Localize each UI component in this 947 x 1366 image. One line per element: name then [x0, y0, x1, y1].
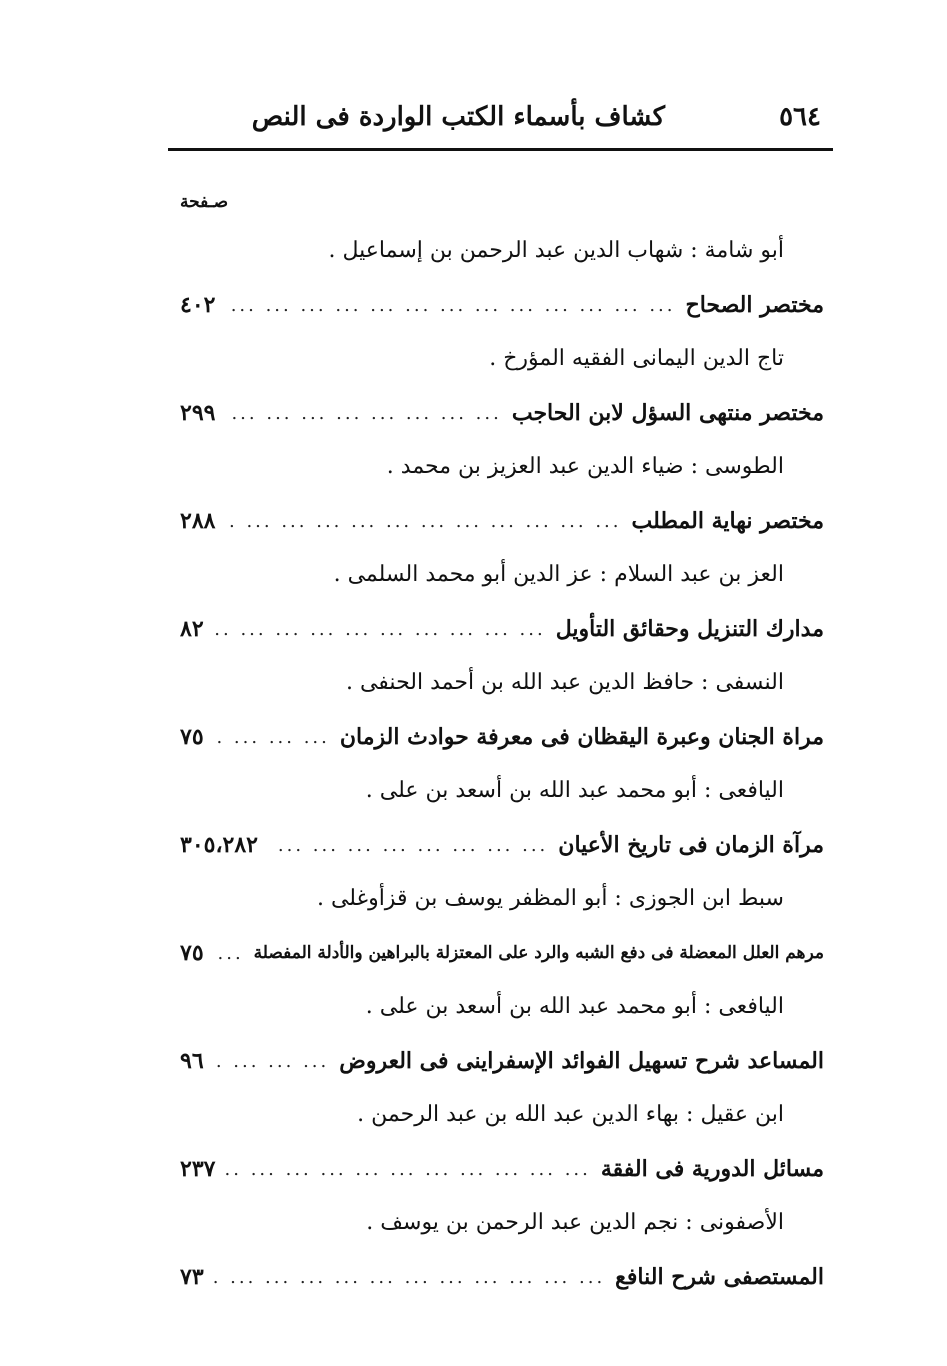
page-column-label: صـفحة: [180, 192, 229, 212]
index-entry: [180, 334, 824, 442]
index-entry: [180, 982, 824, 1090]
entry-author: ابن عقيل : بهاء الدين عبد الله بن عبد الرحمن .: [357, 1102, 784, 1127]
entry-author: اليافعى : أبو محمد عبد الله بن أسعد بن على .: [365, 994, 784, 1019]
page-number: ٥٦٤: [779, 102, 821, 132]
running-title: كشاف بأسماء الكتب الواردة فى النص: [251, 102, 665, 132]
dot-leader: [268, 835, 548, 856]
entry-page-ref: ٢٨٨: [180, 508, 216, 534]
entry-book-title: مرهم العلل المعضلة فى دفع الشبه والرد على المعتزلة بالبراهين والأدلة المفصلة: [253, 943, 824, 963]
entry-book-title: مختصر الصحاح: [685, 292, 824, 318]
entry-book-title: مراة الجنان وعبرة اليقظان فى معرفة حوادث الزمان: [339, 724, 824, 750]
entry-page-ref: ٢٣٧: [180, 1156, 216, 1182]
entry-page-ref: ٩٦: [180, 1048, 204, 1074]
entry-page-ref: ٧٥: [180, 724, 204, 750]
dot-leader: [214, 1051, 330, 1072]
header-rule: [168, 148, 833, 151]
index-entry: [180, 550, 824, 658]
entry-author: أبو شامة : شهاب الدين عبد الرحمن بن إسماعيل .: [328, 238, 784, 263]
entry-title-line: [180, 1032, 824, 1090]
index-entry: [180, 1090, 824, 1198]
dot-leader: [225, 403, 501, 424]
entry-book-title: مختصر نهاية المطلب: [631, 508, 824, 534]
dot-leader: [225, 1159, 590, 1180]
entry-book-title: مدارك التنزيل وحقائق التأويل: [555, 616, 824, 642]
entry-title-line: [180, 600, 824, 658]
entry-title-line: [180, 816, 824, 874]
entry-page-ref: ٨٢: [180, 616, 204, 642]
dot-leader: [214, 943, 244, 964]
entry-title-line: [180, 708, 824, 766]
entry-book-title: مختصر منتهى السؤل لابن الحاجب: [511, 400, 824, 426]
page-header: [168, 98, 833, 142]
entry-author: النسفى : حافظ الدين عبد الله بن أحمد الحنفى .: [345, 670, 784, 695]
entry-title-line: [180, 1140, 824, 1198]
entry-page-ref: ٧٥: [180, 940, 204, 966]
dot-leader: [214, 1267, 606, 1288]
index-entry: [180, 766, 824, 874]
index-entry: [180, 658, 824, 766]
entry-page-ref: ٢٩٩: [180, 400, 216, 426]
entry-book-title: مسائل الدورية فى الفقة: [600, 1156, 824, 1182]
entry-author: سبط ابن الجوزى : أبو المظفر يوسف بن قزأوغلى .: [316, 886, 784, 911]
entry-page-ref: ٤٠٢: [180, 292, 216, 318]
entry-title-line: [180, 384, 824, 442]
dot-leader: [214, 727, 330, 748]
entry-page-ref: ٧٣: [180, 1264, 204, 1290]
dot-leader: [214, 619, 546, 640]
entry-title-line: [180, 1248, 824, 1306]
entry-title-line: [180, 492, 824, 550]
entry-author: الطوسى : ضياء الدين عبد العزيز بن محمد .: [386, 454, 784, 479]
entry-book-title: المستصفى شرح النافع: [615, 1264, 824, 1290]
index-entry: [180, 442, 824, 550]
dot-leader: [225, 295, 675, 316]
entry-title-line: [180, 276, 824, 334]
index-entry: [180, 874, 824, 982]
entry-author: اليافعى : أبو محمد عبد الله بن أسعد بن على .: [365, 778, 784, 803]
index-entry: [180, 1198, 824, 1306]
index-entries: [180, 226, 824, 1306]
entry-book-title: مرآة الزمان فى تاريخ الأعيان: [558, 832, 824, 858]
index-entry: [180, 226, 824, 334]
dot-leader: [225, 511, 621, 532]
entry-title-line: [180, 924, 824, 982]
entry-author: العز بن عبد السلام : عز الدين أبو محمد السلمى .: [333, 562, 784, 587]
entry-author: الأصفونى : نجم الدين عبد الرحمن بن يوسف .: [366, 1210, 784, 1235]
entry-page-ref: ٣٠٥،٢٨٢: [180, 832, 258, 858]
entry-book-title: المساعد شرح تسهيل الفوائد الإسفراينى فى العروض: [339, 1048, 824, 1074]
entry-author: تاج الدين اليمانى الفقيه المؤرخ .: [489, 346, 784, 371]
